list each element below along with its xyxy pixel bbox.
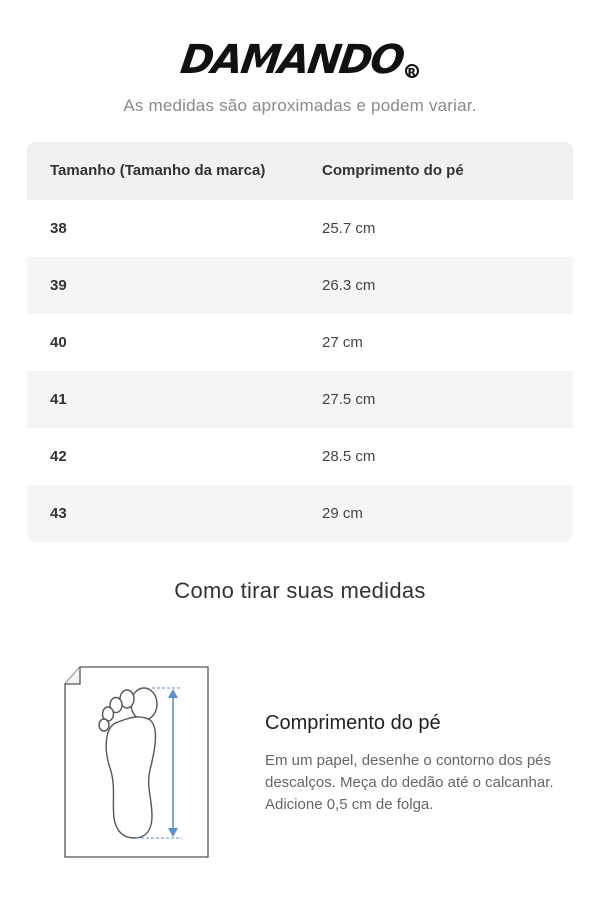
cell-length: 25.7 cm — [322, 220, 376, 237]
cell-length: 26.3 cm — [322, 277, 376, 294]
cell-length: 28.5 cm — [322, 448, 376, 465]
registered-mark-icon: R — [405, 64, 419, 78]
size-table — [27, 142, 573, 542]
cell-size: 42 — [50, 448, 67, 465]
header-foot-length: Comprimento do pé — [322, 162, 464, 179]
table-row — [27, 314, 573, 371]
cell-size: 41 — [50, 391, 67, 408]
cell-size: 38 — [50, 220, 67, 237]
table-header — [27, 142, 573, 200]
foot-length-heading: Comprimento do pé — [265, 712, 441, 734]
brand-name: DAMANDO — [177, 37, 407, 83]
cell-length: 27.5 cm — [322, 391, 376, 408]
cell-length: 27 cm — [322, 334, 363, 351]
table-row — [27, 485, 573, 542]
brand-logo — [0, 38, 600, 82]
cell-length: 29 cm — [322, 505, 363, 522]
cell-size: 39 — [50, 277, 67, 294]
table-row — [27, 371, 573, 428]
table-row — [27, 200, 573, 257]
table-row — [27, 428, 573, 485]
how-to-measure-title: Como tirar suas medidas — [174, 578, 426, 603]
cell-size: 40 — [50, 334, 67, 351]
table-row — [27, 257, 573, 314]
foot-length-instructions: Em um papel, desenhe o contorno dos pés descalços. Meça do dedão até o calcanhar. Adicione 0,5 cm de folga. — [265, 752, 554, 813]
disclaimer-subtitle: As medidas são aproximadas e podem variar. — [123, 96, 477, 115]
cell-size: 43 — [50, 505, 67, 522]
foot-on-paper-icon — [60, 662, 212, 862]
header-size: Tamanho (Tamanho da marca) — [50, 162, 266, 179]
